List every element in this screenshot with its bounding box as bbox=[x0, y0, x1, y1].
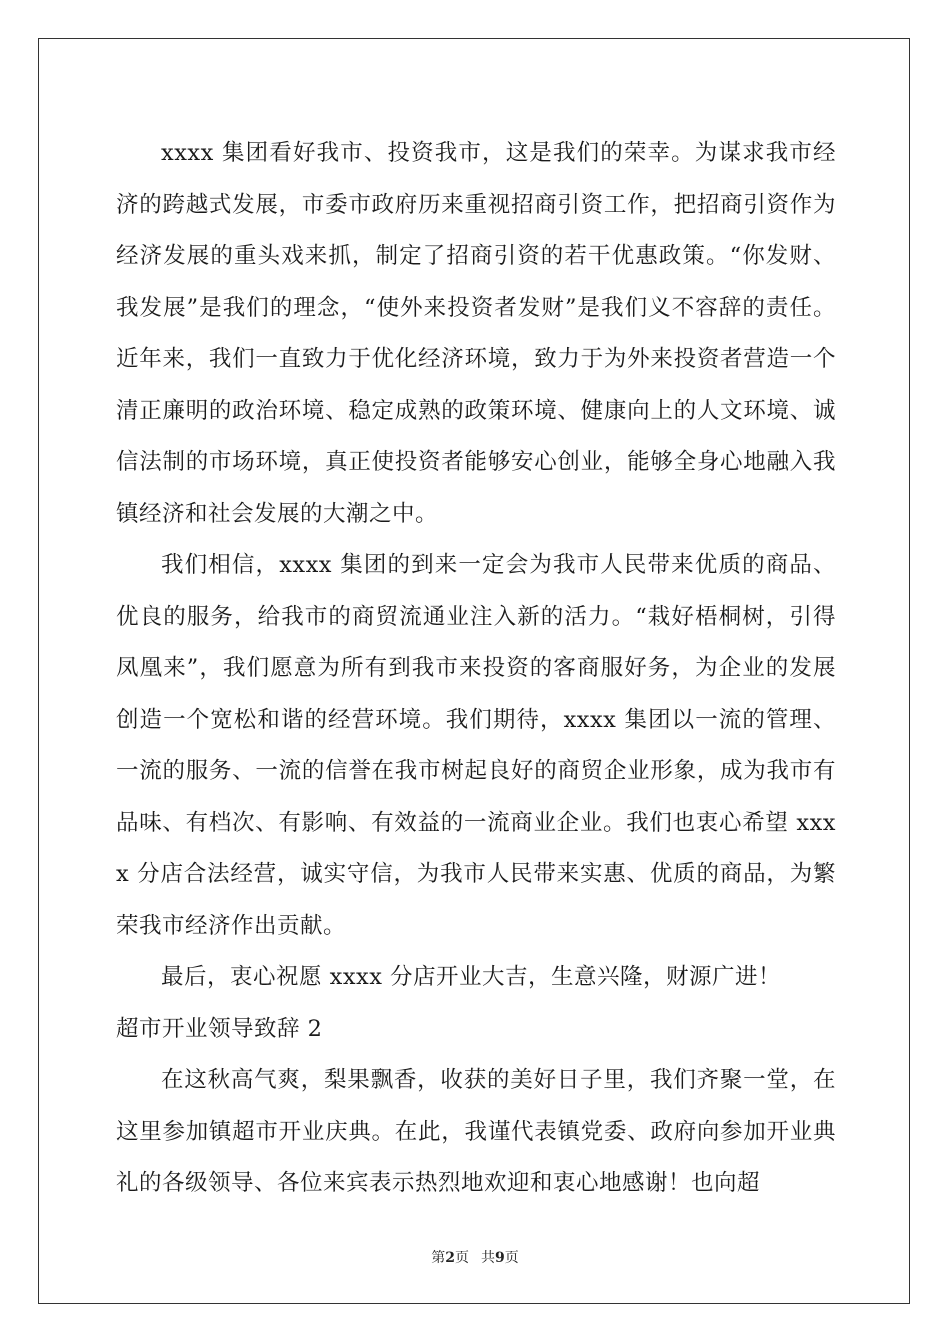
section-heading: 超市开业领导致辞 2 bbox=[116, 1015, 323, 1042]
page-footer bbox=[0, 1248, 950, 1268]
total-suffix: 页 bbox=[504, 1250, 519, 1266]
total-prefix: 共 bbox=[481, 1250, 495, 1266]
page-number: 2 bbox=[445, 1250, 455, 1266]
page-prefix: 第 bbox=[431, 1250, 446, 1266]
section-paragraph-1: 在这秋高气爽，梨果飘香，收获的美好日子里，我们齐聚一堂，在这里参加镇超市开业庆典。在此，我谨代表镇党委、政府向参加开业典礼的各级领导、各位来宾表示热烈地欢迎和衷心地感谢！也向超 bbox=[116, 1067, 836, 1196]
document-body bbox=[116, 128, 836, 1210]
body-paragraph-3: 最后，衷心祝愿 xxxx 分店开业大吉，生意兴隆，财源广进！ bbox=[161, 964, 782, 990]
body-paragraph-2: 我们相信，xxxx 集团的到来一定会为我市人民带来优质的商品、优良的服务，给我市的商贸流通业注入新的活力。“栽好梧桐树，引得凤凰来”，我们愿意为所有到我市来投资的客商服好务，为企业的发展创造一个宽松和谐的经营环境。我们期待，xxxx 集团以一流的管理、一流的服务、一流的信誉在我市树起良好的商贸企业形象，成为我市有品味、有档次、有影响、有效益的一流商业企业。我们也衷心希望 xxxx 分店合法经营，诚实守信，为我市人民带来实惠、优质的商品，为繁荣我市经济作出贡献。 bbox=[116, 552, 836, 939]
page-suffix: 页 bbox=[455, 1250, 469, 1266]
body-paragraph-1: xxxx 集团看好我市、投资我市，这是我们的荣幸。为谋求我市经济的跨越式发展，市委市政府历来重视招商引资工作，把招商引资作为经济发展的重头戏来抓，制定了招商引资的若干优惠政策。“你发财、我发展”是我们的理念，“使外来投资者发财”是我们义不容辞的责任。近年来，我们一直致力于优化经济环境，致力于为外来投资者营造一个清正廉明的政治环境、稳定成熟的政策环境、健康向上的人文环境、诚信法制的市场环境，真正使投资者能够安心创业，能够全身心地融入我镇经济和社会发展的大潮之中。 bbox=[116, 140, 836, 527]
total-pages: 9 bbox=[495, 1250, 505, 1266]
